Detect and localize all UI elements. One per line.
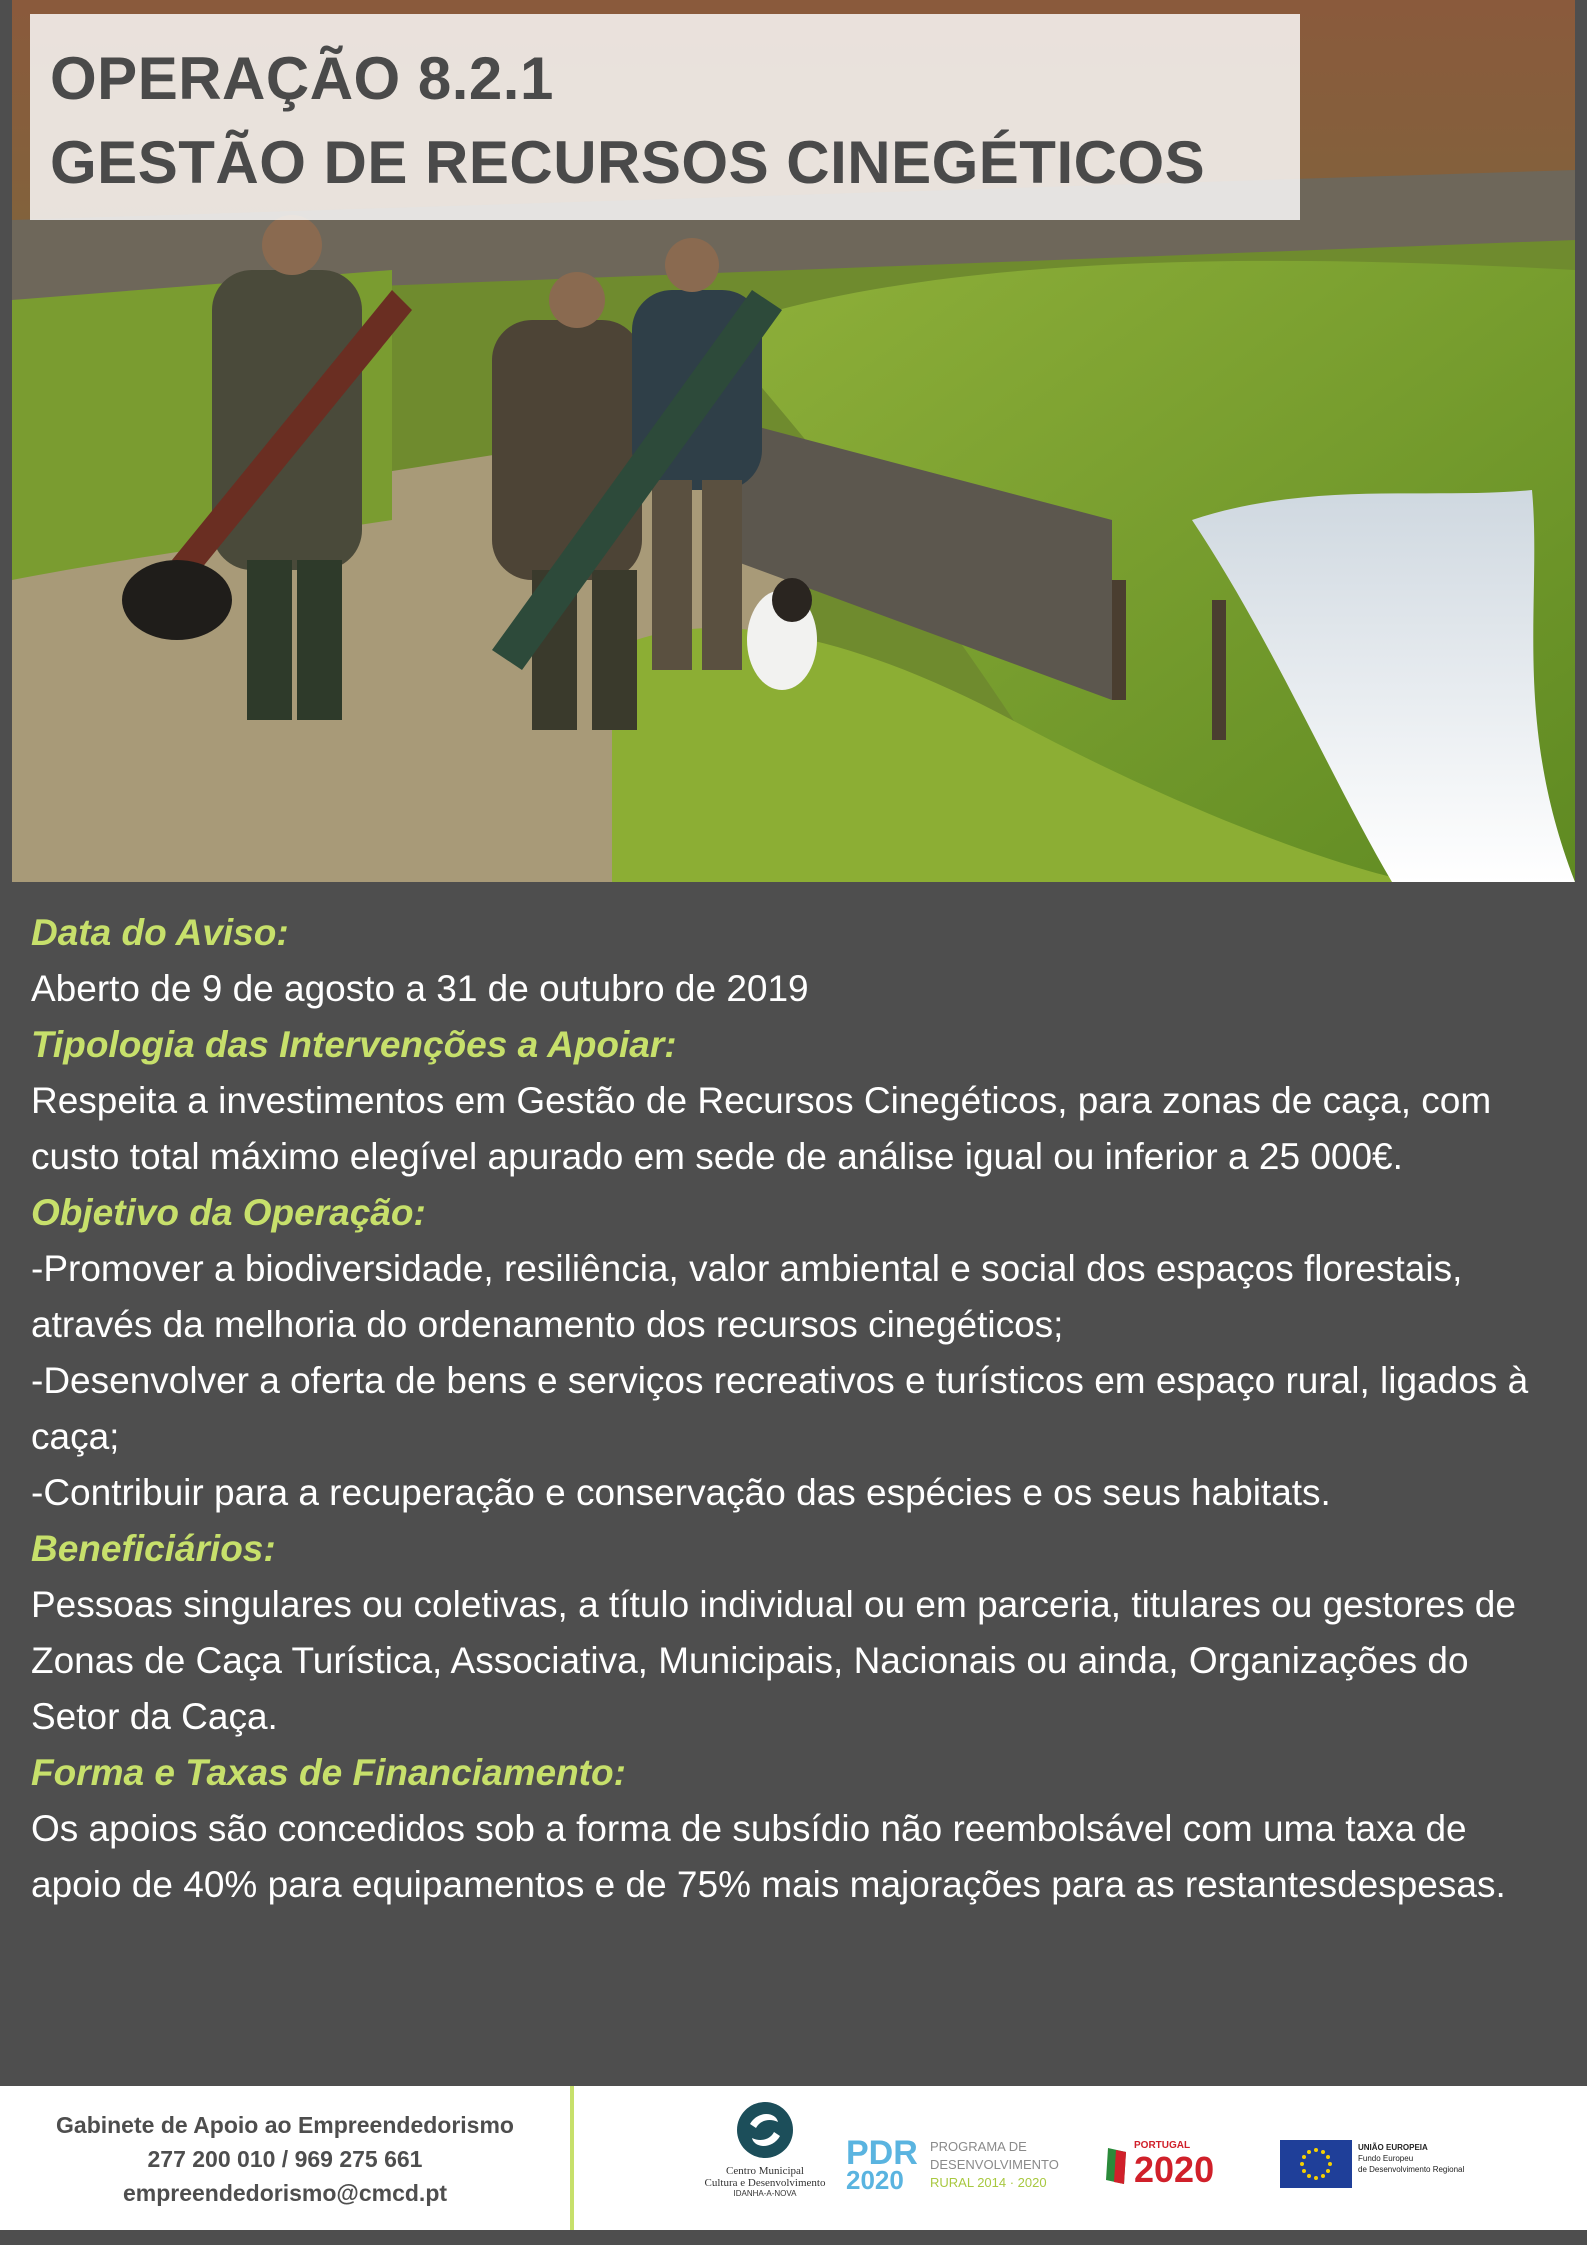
section-heading: Beneficiários: xyxy=(31,1528,276,1569)
cmcd-line1: Centro Municipal xyxy=(726,2165,804,2177)
cmcd-line3: IDANHA-A-NOVA xyxy=(733,2189,797,2198)
footer-bottom-bar xyxy=(0,2230,1587,2245)
page-title-line1: OPERAÇÃO 8.2.1 xyxy=(50,45,554,112)
cmcd-logo-icon xyxy=(730,2100,800,2160)
eu-line2: Fundo Europeu xyxy=(1358,2154,1414,2163)
pdr-line2: DESENVOLVIMENTO xyxy=(930,2157,1059,2172)
section-objetivo xyxy=(31,1185,1561,1521)
section-paragraph: -Promover a biodiversidade, resiliência, valor ambiental e social dos espaços florestais, através da melhoria do ordenamento dos recursos cinegéticos; xyxy=(31,1248,1463,1345)
title-box xyxy=(30,14,1300,220)
cmcd-logo xyxy=(690,2100,840,2220)
section-financiamento xyxy=(31,1745,1561,1913)
section-paragraph: Aberto de 9 de agosto a 31 de outubro de 2019 xyxy=(31,968,809,1009)
section-data-aviso xyxy=(31,905,1561,1017)
phone-numbers: 277 200 010 / 969 275 661 xyxy=(147,2146,423,2172)
section-heading: Forma e Taxas de Financiamento: xyxy=(31,1752,626,1793)
eu-line3: de Desenvolvimento Regional xyxy=(1358,2165,1465,2174)
portugal-label: PORTUGAL xyxy=(1134,2140,1191,2151)
eu-flag-icon xyxy=(1280,2140,1352,2188)
section-paragraph: -Desenvolver a oferta de bens e serviços recreativos e turísticos em espaço rural, ligados à caça; xyxy=(31,1360,1529,1457)
section-heading: Tipologia das Intervenções a Apoiar: xyxy=(31,1024,677,1065)
section-tipologia xyxy=(31,1017,1561,1185)
section-paragraph: Respeita a investimentos em Gestão de Recursos Cinegéticos, para zonas de caça, com custo total máximo elegível apurado em sede de análise igual ou inferior a 25 000€. xyxy=(31,1080,1492,1177)
portugal-flag-icon xyxy=(1104,2146,1130,2186)
eu-logo xyxy=(1280,2140,1480,2190)
contact-block xyxy=(0,2108,570,2210)
pdr-line3: RURAL 2014 · 2020 xyxy=(930,2175,1047,2190)
footer-divider xyxy=(570,2086,574,2230)
pdr-line1: PROGRAMA DE xyxy=(930,2139,1027,2154)
email-address[interactable]: empreendedorismo@cmcd.pt xyxy=(122,2180,448,2206)
pdr2020-logo xyxy=(846,2134,1086,2198)
section-heading: Objetivo da Operação: xyxy=(31,1192,426,1233)
page-title-line2: GESTÃO DE RECURSOS CINEGÉTICOS xyxy=(50,129,1206,196)
pdr-mark: PDR xyxy=(846,2134,918,2172)
office-name: Gabinete de Apoio ao Empreendedorismo xyxy=(56,2112,514,2138)
portugal2020-logo xyxy=(1104,2140,1254,2200)
eu-line1: UNIÃO EUROPEIA xyxy=(1358,2143,1428,2152)
section-paragraph: Pessoas singulares ou coletivas, a título individual ou em parceria, titulares ou gestores de Zonas de Caça Turística, Associativa, Municipais, Nacionais ou ainda, Organizações do Setor da Caça. xyxy=(31,1584,1516,1737)
section-paragraph: -Contribuir para a recuperação e conservação das espécies e os seus habitats. xyxy=(31,1472,1331,1513)
notice-content xyxy=(31,905,1561,1913)
section-heading: Data do Aviso: xyxy=(31,912,289,953)
section-beneficiarios xyxy=(31,1521,1561,1745)
section-paragraph: Os apoios são concedidos sob a forma de subsídio não reembolsável com uma taxa de apoio de 40% para equipamentos e de 75% mais majorações para as restantesdespesas. xyxy=(31,1808,1506,1905)
pdr-year: 2020 xyxy=(846,2165,904,2195)
cmcd-line2: Cultura e Desenvolvimento xyxy=(704,2177,826,2189)
footer xyxy=(0,2086,1587,2230)
portugal-year: 2020 xyxy=(1134,2149,1215,2190)
